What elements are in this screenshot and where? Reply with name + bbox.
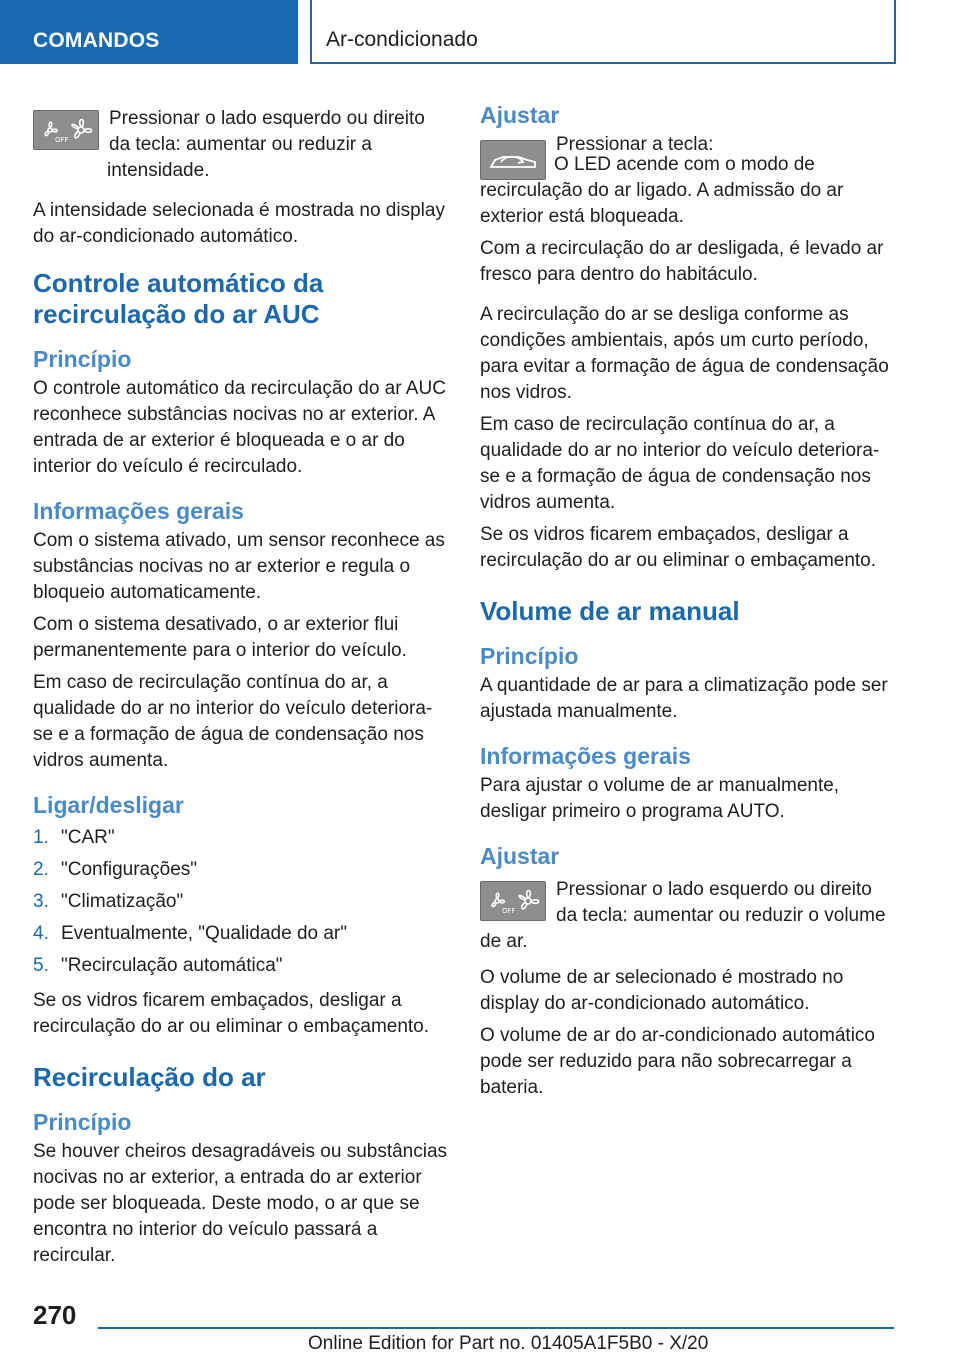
ligar-steps-list <box>33 822 448 982</box>
step-number: 2. <box>33 859 49 880</box>
fan-key-icon <box>480 881 546 921</box>
footer-divider <box>98 1327 894 1329</box>
step-text: "CAR" <box>61 827 115 848</box>
auto-off-text: A recirculação do ar se desliga conforme as condições ambientais, após um curto período, para evitar a formação de água de condensação nos vidros. <box>480 304 889 403</box>
list-item <box>33 950 448 982</box>
volume-press-text: Pressionar o lado esquerdo ou direito da tecla: aumentar ou reduzir o volume de ar. <box>480 879 886 952</box>
svg-text:OFF: OFF <box>55 136 69 144</box>
left-column <box>33 96 448 1275</box>
list-item <box>33 854 448 886</box>
auc-title: Controle automático da recirculação do ar AUC <box>33 268 324 329</box>
volume-principio-text: A quantidade de ar para a climatização pode ser ajustada manualmente. <box>480 675 888 722</box>
header-section-label: COMANDOS <box>33 29 160 52</box>
volume-title: Volume de ar manual <box>480 596 740 626</box>
continuous-text: Em caso de recirculação contínua do ar, a qualidade do ar no interior do veículo deteriora-se e a formação de água de condensação nos vidros aumenta. <box>480 414 880 513</box>
volume-principio-heading: Princípio <box>480 643 579 669</box>
svg-text:OFF: OFF <box>502 907 516 915</box>
step-number: 3. <box>33 891 49 912</box>
page-number: 270 <box>33 1300 77 1330</box>
ligar-note: Se os vidros ficarem embaçados, desligar a recirculação do ar ou eliminar o embaçamento. <box>33 990 430 1037</box>
fog-text: Se os vidros ficarem embaçados, desligar a recirculação do ar ou eliminar o embaçamento. <box>480 524 877 571</box>
auc-info-p3: Em caso de recirculação contínua do ar, a qualidade do ar no interior do veículo deteriora-se e a formação de água de condensação nos vidros aumenta. <box>33 672 433 771</box>
step-text: "Climatização" <box>61 891 184 912</box>
auc-info-p1: Com o sistema ativado, um sensor reconhece as substâncias nocivas no ar exterior e regula o bloqueio automaticamente. <box>33 530 445 603</box>
volume-ajustar-heading: Ajustar <box>480 843 560 869</box>
recirculation-key-icon <box>480 140 546 180</box>
recirc-principio-text: Se houver cheiros desagradáveis ou substâncias nocivas no ar exterior, a entrada do ar exterior pode ser bloqueada. Deste modo, o ar que se encontra no interior do veículo passará a recircular. <box>33 1141 448 1266</box>
recirc-principio-heading: Princípio <box>33 1109 132 1135</box>
header-chapter-label: Ar-condicionado <box>326 28 478 51</box>
recirc-off-text: Com a recirculação do ar desligada, é levado ar fresco para dentro do habitáculo. <box>480 238 884 285</box>
auc-principio-heading: Princípio <box>33 346 132 372</box>
header-chapter-box <box>310 0 896 64</box>
volume-display-text: O volume de ar selecionado é mostrado no display do ar-condicionado automático. <box>480 967 844 1014</box>
ajustar-heading: Ajustar <box>480 102 560 128</box>
ligar-heading: Ligar/desligar <box>33 792 184 818</box>
step-text: "Recirculação automática" <box>61 955 283 976</box>
volume-key-row <box>480 873 895 955</box>
step-text: Eventualmente, "Qualidade do ar" <box>61 923 348 944</box>
step-text: "Configurações" <box>61 859 198 880</box>
auc-info-heading: Informações gerais <box>33 498 244 524</box>
volume-info-text: Para ajustar o volume de ar manualmente, desligar primeiro o programa AUTO. <box>480 775 840 822</box>
right-column <box>480 100 895 1107</box>
step-number: 5. <box>33 955 49 976</box>
footer-edition: Online Edition for Part no. 01405A1F5B0 - X/20 <box>308 1333 709 1354</box>
fan-intensity-row <box>33 106 448 184</box>
intensity-display-text: A intensidade selecionada é mostrada no display do ar-condicionado automático. <box>33 200 445 247</box>
led-text: O LED acende com o modo de recirculação do ar ligado. A admissão do ar exterior está bloqueada. <box>480 154 844 227</box>
step-number: 1. <box>33 827 49 848</box>
list-item <box>33 822 448 854</box>
auc-principio-text: O controle automático da recirculação do ar AUC reconhece substâncias nocivas no ar exterior. A entrada de ar exterior é bloqueada e o ar do interior do veículo é recirculado. <box>33 378 446 477</box>
list-item <box>33 918 448 950</box>
volume-info-heading: Informações gerais <box>480 743 691 769</box>
fan-key-icon <box>33 110 99 150</box>
step-number: 4. <box>33 923 49 944</box>
press-key-text: Pressionar a tecla: <box>556 134 714 155</box>
header-section-tab <box>0 0 298 64</box>
fan-intensity-text: Pressionar o lado esquerdo ou direito da tecla: aumentar ou reduzir a intensidade. <box>107 108 425 181</box>
auc-info-p2: Com o sistema desativado, o ar exterior flui permanentemente para o interior do veículo. <box>33 614 407 661</box>
volume-battery-text: O volume de ar do ar-condicionado automático pode ser reduzido para não sobrecarregar a bateria. <box>480 1025 876 1098</box>
list-item <box>33 886 448 918</box>
recirc-title: Recirculação do ar <box>33 1062 266 1092</box>
